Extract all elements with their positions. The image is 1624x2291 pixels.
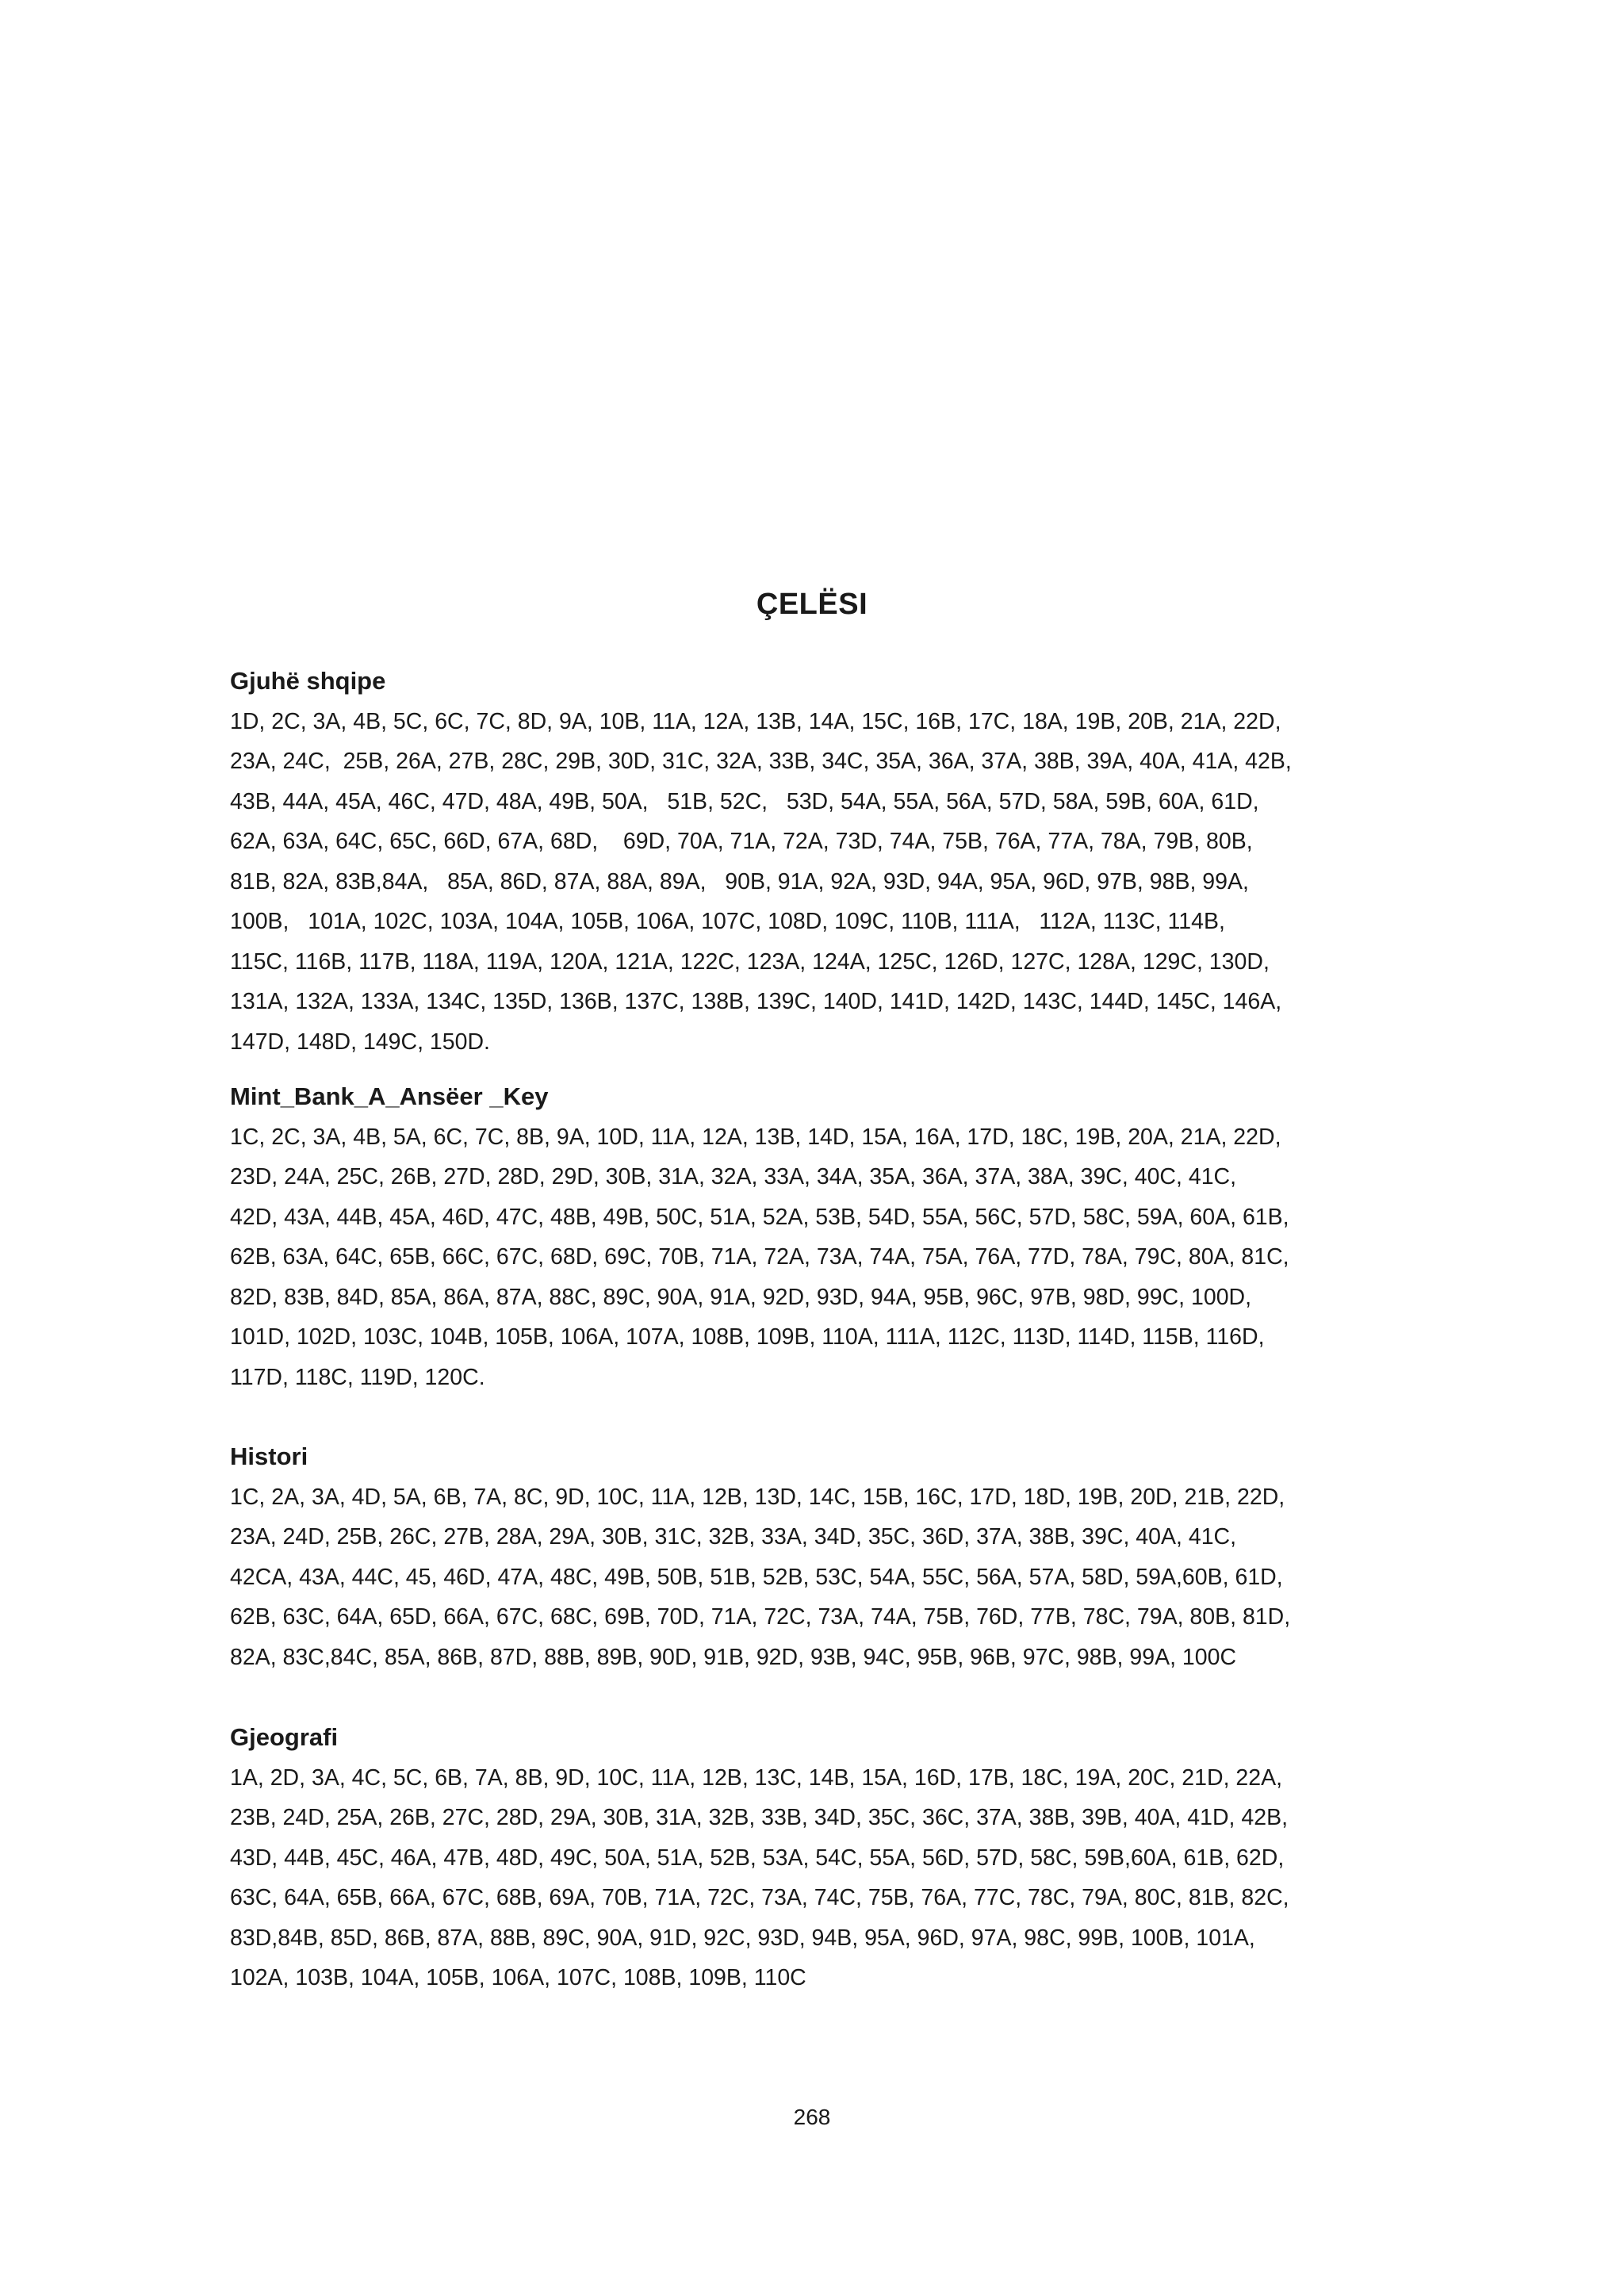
answer-line: 23A, 24D, 25B, 26C, 27B, 28A, 29A, 30B, 31C, 32B, 33A, 34D, 35C, 36D, 37A, 38B, 39C, 40A, 41C, bbox=[230, 1524, 1237, 1550]
answer-list bbox=[230, 1758, 1400, 1998]
answer-line: 131A, 132A, 133A, 134C, 135D, 136B, 137C, 138B, 139C, 140D, 141D, 142D, 143C, 144D, 145C, 146A, bbox=[230, 989, 1282, 1014]
answer-line: 117D, 118C, 119D, 120C. bbox=[230, 1364, 485, 1390]
answer-line: 1D, 2C, 3A, 4B, 5C, 6C, 7C, 8D, 9A, 10B, 11A, 12A, 13B, 14A, 15C, 16B, 17C, 18A, 19B, 20B, 21A, 22D, bbox=[230, 708, 1281, 734]
answer-line: 62A, 63A, 64C, 65C, 66D, 67A, 68D, 69D, 70A, 71A, 72A, 73D, 74A, 75B, 76A, 77A, 78A, 79B, 80B, bbox=[230, 829, 1253, 854]
answer-line: 81B, 82A, 83B,84A, 85A, 86D, 87A, 88A, 89A, 90B, 91A, 92A, 93D, 94A, 95A, 96D, 97B, 98B, 99A, bbox=[230, 868, 1249, 895]
answer-line: 43D, 44B, 45C, 46A, 47B, 48D, 49C, 50A, 51A, 52B, 53A, 54C, 55A, 56D, 57D, 58C, 59B,60A, 61B, 62D, bbox=[230, 1845, 1285, 1871]
answer-line: 23D, 24A, 25C, 26B, 27D, 28D, 29D, 30B, 31A, 32A, 33A, 34A, 35A, 36A, 37A, 38A, 39C, 40C, 41C, bbox=[230, 1164, 1237, 1190]
page-number: 268 bbox=[793, 2105, 831, 2129]
page-title: ÇELËSI bbox=[756, 588, 868, 621]
answer-line: 62B, 63C, 64A, 65D, 66A, 67C, 68C, 69B, 70D, 71A, 72C, 73A, 74A, 75B, 76D, 77B, 78C, 79A, 80B, 81D, bbox=[230, 1604, 1291, 1630]
answer-line: 102A, 103B, 104A, 105B, 106A, 107C, 108B, 109B, 110C bbox=[230, 1965, 806, 1990]
answer-line: 62B, 63A, 64C, 65B, 66C, 67C, 68D, 69C, 70B, 71A, 72A, 73A, 74A, 75A, 76A, 77D, 78A, 79C, 80A, 81C, bbox=[230, 1244, 1289, 1270]
answer-line: 82A, 83C,84C, 85A, 86B, 87D, 88B, 89B, 90D, 91B, 92D, 93B, 94C, 95B, 96B, 97C, 98B, 99A, 100C bbox=[230, 1644, 1237, 1670]
answer-line: 42CA, 43A, 44C, 45, 46D, 47A, 48C, 49B, 50B, 51B, 52B, 53C, 54A, 55C, 56A, 57A, 58D, 59A,60B, 61D, bbox=[230, 1564, 1283, 1590]
answer-line: 43B, 44A, 45A, 46C, 47D, 48A, 49B, 50A, 51B, 52C, 53D, 54A, 55A, 56A, 57D, 58A, 59B, 60A, 61D, bbox=[230, 788, 1259, 814]
answer-line: 101D, 102D, 103C, 104B, 105B, 106A, 107A, 108B, 109B, 110A, 111A, 112C, 113D, 114D, 115B, 116D, bbox=[230, 1324, 1265, 1350]
answer-line: 1C, 2C, 3A, 4B, 5A, 6C, 7C, 8B, 9A, 10D, 11A, 12A, 13B, 14D, 15A, 16A, 17D, 18C, 19B, 20A, 21A, 22D, bbox=[230, 1124, 1281, 1150]
answer-line: 23A, 24C, 25B, 26A, 27B, 28C, 29B, 30D, 31C, 32A, 33B, 34C, 35A, 36A, 37A, 38B, 39A, 40A, 41A, 42B, bbox=[230, 749, 1292, 774]
section-heading: Mint_Bank_A_Ansëer _Key bbox=[230, 1082, 549, 1110]
answer-key-section-gjuhe-shqipe bbox=[230, 661, 1400, 1062]
answer-line: 63C, 64A, 65B, 66A, 67C, 68B, 69A, 70B, 71A, 72C, 73A, 74C, 75B, 76A, 77C, 78C, 79A, 80C, 81B, 82C, bbox=[230, 1885, 1289, 1910]
answer-line: 23B, 24D, 25A, 26B, 27C, 28D, 29A, 30B, 31A, 32B, 33B, 34D, 35C, 36C, 37A, 38B, 39B, 40A, 41D, 42B, bbox=[230, 1805, 1289, 1830]
section-heading: Gjeografi bbox=[230, 1723, 339, 1751]
answer-line: 42D, 43A, 44B, 45A, 46D, 47C, 48B, 49B, 50C, 51A, 52A, 53B, 54D, 55A, 56C, 57D, 58C, 59A, 60A, 61B, bbox=[230, 1204, 1289, 1230]
answer-key-section-histori bbox=[230, 1437, 1400, 1677]
section-heading: Histori bbox=[230, 1442, 308, 1470]
answer-list bbox=[230, 1477, 1400, 1678]
answer-line: 147D, 148D, 149C, 150D. bbox=[230, 1029, 490, 1055]
answer-line: 100B, 101A, 102C, 103A, 104A, 105B, 106A, 107C, 108D, 109C, 110B, 111A, 112A, 113C, 114B, bbox=[230, 909, 1225, 934]
answer-list bbox=[230, 702, 1400, 1063]
answer-key-section-mint-bank bbox=[230, 1077, 1400, 1397]
answer-line: 83D,84B, 85D, 86B, 87A, 88B, 89C, 90A, 91D, 92C, 93D, 94B, 95A, 96D, 97A, 98C, 99B, 100B, 101A, bbox=[230, 1925, 1255, 1951]
answer-line: 115C, 116B, 117B, 118A, 119A, 120A, 121A, 122C, 123A, 124A, 125C, 126D, 127C, 128A, 129C, 130D, bbox=[230, 948, 1270, 975]
answer-list bbox=[230, 1117, 1400, 1398]
answer-line: 1A, 2D, 3A, 4C, 5C, 6B, 7A, 8B, 9D, 10C, 11A, 12B, 13C, 14B, 15A, 16D, 17B, 18C, 19A, 20C, 21D, 22A, bbox=[230, 1764, 1283, 1791]
section-heading: Gjuhë shqipe bbox=[230, 667, 386, 695]
answer-key-section-gjeografi bbox=[230, 1718, 1400, 1998]
answer-line: 82D, 83B, 84D, 85A, 86A, 87A, 88C, 89C, 90A, 91A, 92D, 93D, 94A, 95B, 96C, 97B, 98D, 99C, 100D, bbox=[230, 1284, 1252, 1310]
answer-line: 1C, 2A, 3A, 4D, 5A, 6B, 7A, 8C, 9D, 10C, 11A, 12B, 13D, 14C, 15B, 16C, 17D, 18D, 19B, 20D, 21B, 22D, bbox=[230, 1484, 1285, 1510]
